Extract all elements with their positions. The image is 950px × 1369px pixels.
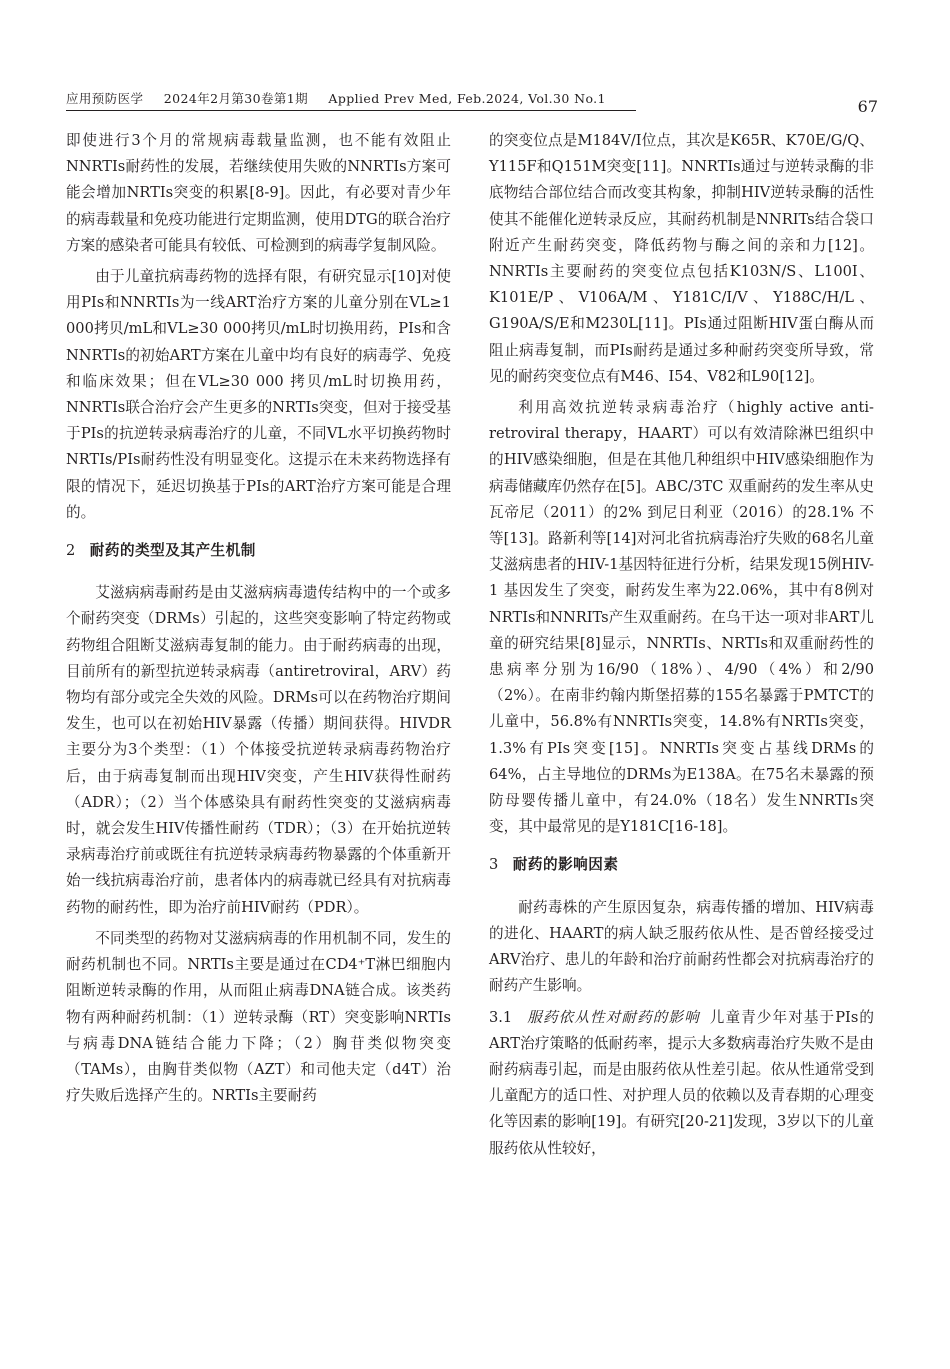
right-column — [489, 128, 874, 1167]
header-rule — [66, 110, 636, 111]
issue-info-cn: 2024年2月第30卷第1期 — [163, 91, 309, 106]
paragraph: 利用高效抗逆转录病毒治疗（highly active anti-retroviral therapy，HAART）可以有效清除淋巴组织中的HIV感染细胞，但是在其他几种组织中HIV感染细胞作为病毒储藏库仍然存在[5]。ABC/3TC 双重耐药的发生率从史瓦帝尼（2011）的2% 到尼日利亚（2016）的28.1% 不等[13]。路新利等[14]对河北省抗病毒治疗失败的68名儿童艾滋病患者的HIV-1基因特征进行分析，结果发现15例HIV-1 基因发生了突变，耐药发生率为22.06%，其中有8例对NRTIs和NNRITs产生双重耐药。在乌干达一项对非ART儿童的研究结果[8]显示，NNRTIs、NRTIs和双重耐药性的患病率分别为16/90（18%）、4/90（4%）和2/90（2%）。在南非约翰内斯堡招募的155名暴露于PMTCT的儿童中，56.8%有NNRTIs突变，14.8%有NRTIs突变，1.3%有PIs突变[15]。NNRTIs突变占基线DRMs的64%，占主导地位的DRMs为E138A。在75名未暴露的预防母婴传播儿童中，有24.0%（18名）发生NNRTIs突变，其中最常见的是Y181C[16-18]。 — [489, 399, 874, 836]
paragraph: 不同类型的药物对艾滋病病毒的作用机制不同，发生的耐药机制也不同。NRTIs主要是通过在CD4⁺T淋巴细胞内阻断逆转录酶的作用，从而阻止病毒DNA链合成。该类药物有两种耐药机制：（1）逆转录酶（RT）突变影响NRTIs与病毒DNA链结合能力下降；（2）胸苷类似物突变（TAMs），由胸苷类似物（AZT）和司他夫定（d4T）治疗失败后选择产生的。NRTIs主要耐药 — [66, 929, 451, 1105]
left-column — [66, 128, 451, 1114]
paragraph: 的突变位点是M184V/I位点，其次是K65R、K70E/G/Q、Y115F和Q151M突变[11]。NNRTIs通过与逆转录酶的非底物结合部位结合而改变其构象，抑制HIV逆转录酶的活性使其不能催化逆转录反应，其耐药机制是NNRITs结合袋口附近产生耐药突变，降低药物与酶之间的亲和力[12]。NNRTIs主要耐药的突变位点包括K103N/S、L100I、K101E/P、V106A/M、Y181C/I/V、Y188C/H/L、G190A/S/E和M230L[11]。PIs通过阻断HIV蛋白酶从而阻止病毒复制，而PIs耐药是通过多种耐药突变所导致，常见的耐药突变位点有M46、I54、V82和L90[12]。 — [489, 132, 874, 385]
subsection-number: 3.1 — [489, 1008, 513, 1026]
subsection-paragraph — [489, 1005, 874, 1162]
journal-name: 应用预防医学 — [66, 91, 144, 106]
section-number: 3 — [489, 856, 499, 874]
page-number: 67 — [857, 97, 878, 116]
section-title: 耐药的类型及其产生机制 — [89, 542, 256, 560]
paragraph: 即使进行3个月的常规病毒载量监测，也不能有效阻止NNRTIs耐药性的发展，若继续使用失败的NNRTIs方案可能会增加NRTIs突变的积累[8-9]。因此，有必要对青少年的病毒载量和免疫功能进行定期监测，使用DTG的联合治疗方案的感染者可能具有较低、可检测到的病毒学复制风险。 — [66, 132, 451, 254]
subsection-text: 儿童青少年对基于PIs的ART治疗策略的低耐药率，提示大多数病毒治疗失败不是由耐药病毒引起，而是由服药依从性差引起。依从性通常受到儿童配方的适口性、对护理人员的依赖以及青春期的心理变化等因素的影响[19]。有研究[20-21]发现，3岁以下的儿童服药依从性较好， — [489, 1008, 874, 1157]
running-header — [66, 89, 636, 107]
section-heading-3 — [489, 852, 874, 878]
subsection-title: 服药依从性对耐药的影响 — [526, 1008, 700, 1026]
paragraph: 艾滋病病毒耐药是由艾滋病病毒遗传结构中的一个或多个耐药突变（DRMs）引起的，这些突变影响了特定药物或药物组合阻断艾滋病毒复制的能力。由于耐药病毒的出现，目前所有的新型抗逆转录病毒（antiretroviral，ARV）药物均有部分或完全失效的风险。DRMs可以在药物治疗期间发生，也可以在初始HIV暴露（传播）期间获得。HIVDR主要分为3个类型：（1）个体接受抗逆转录病毒药物治疗后，由于病毒复制而出现HIV突变，产生HIV获得性耐药（ADR）；（2）当个体感染具有耐药性突变的艾滋病病毒时，就会发生HIV传播性耐药（TDR）；（3）在开始抗逆转录病毒治疗前或既往有抗逆转录病毒药物暴露的个体重新开始一线抗病毒治疗前，患者体内的病毒就已经具有对抗病毒药物的耐药性，即为治疗前HIV耐药（PDR）。 — [66, 584, 451, 916]
paragraph: 由于儿童抗病毒药物的选择有限，有研究显示[10]对使用PIs和NNRTIs为一线ART治疗方案的儿童分别在VL≥1 000拷贝/mL和VL≥30 000拷贝/mL时切换用药，PIs和含NNRTIs的初始ART方案在儿童中均有良好的病毒学、免疫和临床效果；但在VL≥30 000 拷贝/mL时切换用药，NNRTIs联合治疗会产生更多的NRTIs突变，但对于接受基于PIs的抗逆转录病毒治疗的儿童，不同VL水平切换药物时NRTIs/PIs耐药性没有明显变化。这提示在未来药物选择有限的情况下，延迟切换基于PIs的ART治疗方案可能是合理的。 — [66, 268, 451, 521]
section-number: 2 — [66, 542, 76, 560]
paragraph: 耐药毒株的产生原因复杂，病毒传播的增加、HIV病毒的进化、HAART的病人缺乏服药依从性、是否曾经接受过ARV治疗、患儿的年龄和治疗前耐药性都会对抗病毒治疗的耐药产生影响。 — [489, 898, 874, 995]
issue-info-en: Applied Prev Med, Feb.2024, Vol.30 No.1 — [328, 91, 606, 106]
section-title: 耐药的影响因素 — [512, 856, 619, 874]
section-heading-2 — [66, 538, 451, 564]
